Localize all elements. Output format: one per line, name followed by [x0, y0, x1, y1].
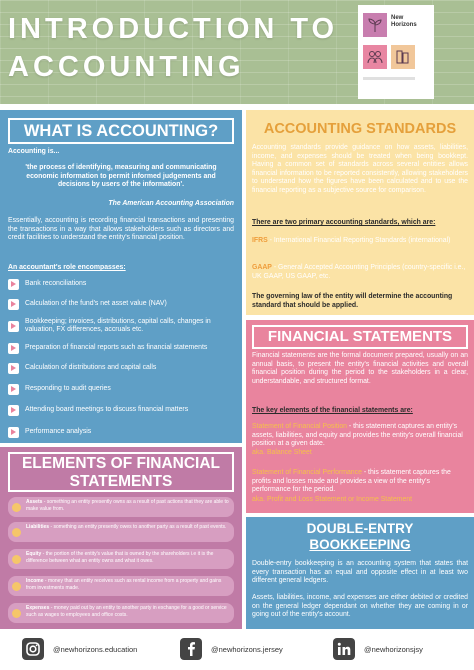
- element-item-expenses: Expenses - money paid out by an entity to another party in exchange for a good or service such as wages to employees and office costs.: [8, 603, 234, 623]
- instagram-handle: @newhorizons.education: [53, 644, 138, 654]
- logo-tile-pink: [363, 13, 387, 37]
- governing-law-note: The governing law of the entity will determine the accounting standard that should be applied.: [252, 293, 453, 309]
- role-item: Calculation of the fund's net asset value (NAV): [8, 298, 237, 310]
- page-title: [8, 10, 338, 86]
- standards-body: Accounting standards provide guidance on how assets, liabilities, income, and expenses should be treated when being bookkept. Having a common set of standards across several entities allows financial information to be reported consistently, allowing stakeholders to understand how the figures have been calculated and to use the financial reporting as a subjective source for comparison.: [252, 144, 468, 194]
- element-item-equity: Equity - the portion of the entity's value that is owned by the shareholders i.e it is the difference between what an entity owns and what it owes.: [8, 549, 234, 569]
- arrow-right-icon: [8, 321, 19, 332]
- key-elements-heading: The key elements of the financial statements are:: [252, 407, 413, 414]
- what-is-accounting-title: WHAT IS ACCOUNTING?: [8, 118, 234, 144]
- elements-panel: [0, 447, 242, 629]
- people-icon: [363, 45, 387, 69]
- seedling-icon: [363, 13, 387, 37]
- arrow-right-icon: [8, 363, 19, 374]
- bullet-dot-icon: [12, 555, 21, 564]
- logo-tile-rose: [363, 45, 387, 69]
- essentially-paragraph: Essentially, accounting is recording financial transactions and presenting the transactions in a way that allows stakeholders such as directors and credit facilities to understand the entity's financial position.: [8, 217, 234, 242]
- new-horizons-logo: [358, 5, 434, 99]
- aaa-quote: 'the process of identifying, measuring and communicating economic information to permit informed judgements and decisions by users of the information'.: [25, 164, 217, 189]
- role-item: Performance analysis: [8, 426, 237, 438]
- primary-standards-heading: There are two primary accounting standards, which are:: [252, 219, 436, 226]
- sfperf-aka: aka. Profit and Loss Statement or Income Statement: [252, 496, 413, 503]
- role-heading: An accountant's role encompasses:: [8, 264, 126, 271]
- role-item: Preparation of financial reports such as financial statements: [8, 342, 237, 354]
- logo-brand-text: New Horizons: [391, 15, 417, 28]
- sfp-aka: aka. Balance Sheet: [252, 449, 312, 456]
- bullet-dot-icon: [12, 503, 21, 512]
- header-banner: [0, 0, 474, 104]
- facebook-link[interactable]: [180, 638, 283, 660]
- linkedin-handle: @newhorizonsjsy: [364, 644, 423, 654]
- role-item: Bank reconciliations: [8, 278, 237, 290]
- element-item-liabilities: Liabilities - something an entity presently owes to another party as a result of past events.: [8, 522, 234, 542]
- facebook-icon: [180, 638, 202, 660]
- quote-attribution: The American Accounting Association: [108, 200, 234, 207]
- element-item-income: Income - money that an entity receives such as rental income from a property and gains from investments made.: [8, 576, 234, 596]
- logo-underline: [363, 77, 415, 80]
- role-item: Attending board meetings to discuss financial matters: [8, 404, 237, 416]
- financial-statements-panel: [246, 320, 474, 513]
- linkedin-icon: [333, 638, 355, 660]
- arrow-right-icon: [8, 279, 19, 290]
- double-entry-para-1: Double-entry bookkeeping is an accounting system that states that every transaction has an equal and opposite effect in at least two different general ledgers.: [252, 560, 468, 585]
- accounting-standards-title: ACCOUNTING STANDARDS: [263, 121, 457, 137]
- ifrs-entry: IFRS - International Financial Reporting Standards (international): [252, 237, 451, 244]
- role-item: Bookkeeping; invoices, distributions, capital calls, changes in valuation, FX differences, accruals etc.: [8, 317, 237, 335]
- elements-title: ELEMENTS OF FINANCIAL STATEMENTS: [8, 452, 234, 492]
- arrow-right-icon: [8, 299, 19, 310]
- books-icon: [391, 45, 415, 69]
- linkedin-link[interactable]: [333, 638, 423, 660]
- double-entry-title: DOUBLE-ENTRY BOOKKEEPING: [306, 521, 414, 552]
- what-is-intro: Accounting is...: [8, 148, 60, 155]
- double-entry-para-2: Assets, liabilities, income, and expenses are either debited or credited on the general ledger dependant on whether they are coming in or going out of the entity's account.: [252, 594, 468, 619]
- arrow-right-icon: [8, 405, 19, 416]
- role-item: Responding to audit queries: [8, 383, 237, 395]
- title-line-2: ACCOUNTING: [8, 51, 245, 83]
- logo-tile-peach: [391, 45, 415, 69]
- bullet-dot-icon: [12, 609, 21, 618]
- title-line-1: INTRODUCTION TO: [8, 13, 339, 45]
- instagram-link[interactable]: [22, 638, 137, 660]
- arrow-right-icon: [8, 427, 19, 438]
- role-item: Calculation of distributions and capital calls: [8, 362, 237, 374]
- arrow-right-icon: [8, 384, 19, 395]
- instagram-icon: [22, 638, 44, 660]
- bullet-dot-icon: [12, 582, 21, 591]
- sfperf-entry: Statement of Financial Performance - this statement captures the profits and losses made and provides a view of the entity's performance for the period.: [252, 469, 451, 494]
- double-entry-panel: [246, 517, 474, 629]
- financial-statements-body: Financial statements are the formal document prepared, usually on an annual basis, to present the entity's financial activities and overall financial position during the period to the stakeholders in a clear, understandable, and structured format.: [252, 352, 468, 385]
- bullet-dot-icon: [12, 528, 21, 537]
- financial-statements-title: FINANCIAL STATEMENTS: [252, 325, 468, 349]
- element-item-assets: Assets - something an entity presently owns as a result of past actions that they are able to make value from.: [8, 497, 234, 517]
- arrow-right-icon: [8, 343, 19, 354]
- sfp-entry: Statement of Financial Position - this statement captures an entity's assets, liabilities, and equity and provides the entity's overall financial position at a given date.: [252, 423, 463, 448]
- facebook-handle: @newhorizons.jersey: [211, 644, 283, 654]
- accounting-standards-panel: [246, 110, 474, 315]
- footer-social-bar: [0, 629, 474, 670]
- what-is-accounting-panel: [0, 110, 242, 443]
- gaap-entry: GAAP - General Accepted Accounting Principles (country-specific i.e., UK GAAP, US GAAP, etc.: [252, 264, 466, 280]
